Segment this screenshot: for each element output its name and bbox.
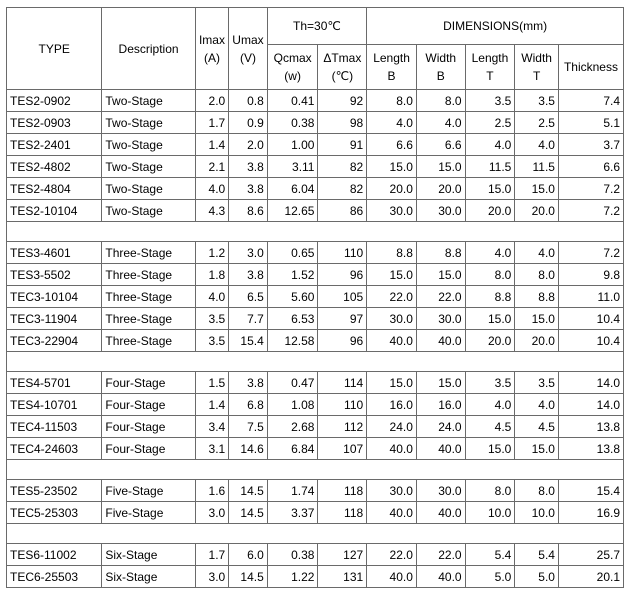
thickness-cell: 13.8: [558, 416, 623, 438]
dtmax-label: ΔTmax: [323, 51, 362, 65]
qcmax-cell: 0.38: [267, 544, 318, 566]
qcmax-cell: 0.65: [267, 242, 318, 264]
width-b-header: [416, 45, 465, 90]
table-row: [7, 178, 624, 200]
width-b-cell: 6.6: [416, 134, 465, 156]
width-b-cell: 16.0: [416, 394, 465, 416]
length-t-cell: 10.0: [465, 502, 515, 524]
length-b-cell: 8.8: [367, 242, 417, 264]
length-t-cell: 15.0: [465, 438, 515, 460]
width-t-cell: 3.5: [515, 90, 559, 112]
qcmax-cell: 5.60: [267, 286, 318, 308]
table-row: [7, 242, 624, 264]
length-t-sub: T: [486, 69, 494, 83]
length-t-cell: 4.5: [465, 416, 515, 438]
dtmax-cell: 107: [318, 438, 367, 460]
umax-cell: 3.8: [229, 372, 268, 394]
width-b-cell: 40.0: [416, 566, 465, 588]
width-t-cell: 4.0: [515, 134, 559, 156]
width-b-cell: 20.0: [416, 178, 465, 200]
length-t-cell: 5.4: [465, 544, 515, 566]
width-t-cell: 4.0: [515, 394, 559, 416]
length-b-cell: 4.0: [367, 112, 417, 134]
length-t-cell: 3.5: [465, 372, 515, 394]
width-t-cell: 5.4: [515, 544, 559, 566]
dtmax-cell: 96: [318, 264, 367, 286]
header-row-1: [7, 8, 624, 45]
width-b-cell: 40.0: [416, 330, 465, 352]
umax-header: [229, 8, 268, 90]
width-b-cell: 30.0: [416, 200, 465, 222]
type-cell: TEC5-25303: [7, 502, 102, 524]
umax-cell: 3.8: [229, 264, 268, 286]
length-t-cell: 15.0: [465, 308, 515, 330]
group-separator-row: [7, 352, 624, 372]
separator-cell: [7, 460, 624, 480]
imax-cell: 1.5: [195, 372, 228, 394]
dtmax-cell: 110: [318, 242, 367, 264]
thickness-cell: 13.8: [558, 438, 623, 460]
umax-cell: 7.7: [229, 308, 268, 330]
length-b-cell: 40.0: [367, 502, 417, 524]
table-row: [7, 134, 624, 156]
imax-cell: 1.7: [195, 544, 228, 566]
length-t-cell: 8.8: [465, 286, 515, 308]
imax-cell: 2.1: [195, 156, 228, 178]
qcmax-cell: 1.00: [267, 134, 318, 156]
umax-cell: 6.0: [229, 544, 268, 566]
width-t-sub: T: [532, 69, 541, 83]
length-b-cell: 40.0: [367, 330, 417, 352]
width-b-cell: 30.0: [416, 480, 465, 502]
umax-cell: 7.5: [229, 416, 268, 438]
umax-label: Umax: [232, 32, 264, 47]
width-t-cell: 15.0: [515, 438, 559, 460]
width-b-cell: 40.0: [416, 438, 465, 460]
dtmax-cell: 82: [318, 156, 367, 178]
length-b-cell: 15.0: [367, 156, 417, 178]
imax-cell: 4.0: [195, 286, 228, 308]
type-cell: TES4-5701: [7, 372, 102, 394]
table-row: [7, 200, 624, 222]
dtmax-cell: 105: [318, 286, 367, 308]
description-cell: Two-Stage: [102, 200, 195, 222]
imax-cell: 1.2: [195, 242, 228, 264]
width-t-cell: 2.5: [515, 112, 559, 134]
imax-cell: 4.3: [195, 200, 228, 222]
length-b-cell: 30.0: [367, 480, 417, 502]
width-t-cell: 8.8: [515, 286, 559, 308]
table-row: [7, 286, 624, 308]
table-row: [7, 502, 624, 524]
qcmax-cell: 1.52: [267, 264, 318, 286]
description-cell: Six-Stage: [102, 566, 195, 588]
dtmax-cell: 131: [318, 566, 367, 588]
length-t-label: Length: [471, 51, 509, 65]
width-t-cell: 8.0: [515, 480, 559, 502]
table-row: [7, 156, 624, 178]
dtmax-cell: 82: [318, 178, 367, 200]
description-cell: Three-Stage: [102, 286, 195, 308]
table-row: [7, 438, 624, 460]
table-row: [7, 566, 624, 588]
umax-cell: 14.5: [229, 566, 268, 588]
length-b-cell: 15.0: [367, 264, 417, 286]
width-b-cell: 30.0: [416, 308, 465, 330]
qcmax-cell: 1.08: [267, 394, 318, 416]
width-t-cell: 4.0: [515, 242, 559, 264]
table-row: [7, 480, 624, 502]
imax-cell: 3.5: [195, 330, 228, 352]
qcmax-cell: 0.41: [267, 90, 318, 112]
umax-cell: 14.6: [229, 438, 268, 460]
dimensions-group-header: DIMENSIONS(mm): [367, 8, 624, 45]
thickness-cell: 9.8: [558, 264, 623, 286]
width-t-cell: 8.0: [515, 264, 559, 286]
qcmax-cell: 6.04: [267, 178, 318, 200]
umax-cell: 14.5: [229, 480, 268, 502]
dtmax-cell: 91: [318, 134, 367, 156]
length-b-cell: 40.0: [367, 566, 417, 588]
type-cell: TES5-23502: [7, 480, 102, 502]
thickness-cell: 7.2: [558, 242, 623, 264]
type-cell: TEC3-10104: [7, 286, 102, 308]
description-cell: Three-Stage: [102, 308, 195, 330]
imax-cell: 3.4: [195, 416, 228, 438]
width-b-cell: 8.0: [416, 90, 465, 112]
qcmax-cell: 3.37: [267, 502, 318, 524]
table-row: [7, 308, 624, 330]
length-t-header: [465, 45, 515, 90]
table-row: [7, 90, 624, 112]
type-cell: TES2-2401: [7, 134, 102, 156]
imax-cell: 1.4: [195, 394, 228, 416]
imax-cell: 3.0: [195, 502, 228, 524]
length-t-cell: 4.0: [465, 242, 515, 264]
type-cell: TES2-4804: [7, 178, 102, 200]
umax-cell: 3.0: [229, 242, 268, 264]
dtmax-unit: (℃): [331, 69, 354, 83]
width-b-cell: 40.0: [416, 502, 465, 524]
length-t-cell: 8.0: [465, 480, 515, 502]
type-cell: TES6-11002: [7, 544, 102, 566]
qcmax-cell: 3.11: [267, 156, 318, 178]
umax-cell: 6.8: [229, 394, 268, 416]
type-cell: TES3-5502: [7, 264, 102, 286]
umax-cell: 6.5: [229, 286, 268, 308]
length-t-cell: 4.0: [465, 394, 515, 416]
width-b-cell: 15.0: [416, 156, 465, 178]
thickness-cell: 11.0: [558, 286, 623, 308]
qcmax-cell: 6.84: [267, 438, 318, 460]
length-b-sub: B: [387, 69, 396, 83]
description-cell: Two-Stage: [102, 90, 195, 112]
type-cell: TEC3-22904: [7, 330, 102, 352]
type-cell: TEC4-24603: [7, 438, 102, 460]
type-header: TYPE: [7, 8, 102, 90]
type-cell: TES2-10104: [7, 200, 102, 222]
description-cell: Four-Stage: [102, 372, 195, 394]
description-cell: Four-Stage: [102, 438, 195, 460]
imax-unit: (A): [203, 50, 220, 65]
width-t-cell: 3.5: [515, 372, 559, 394]
description-cell: Two-Stage: [102, 178, 195, 200]
length-t-cell: 20.0: [465, 330, 515, 352]
imax-cell: 1.7: [195, 112, 228, 134]
thickness-cell: 16.9: [558, 502, 623, 524]
width-b-sub: B: [436, 69, 445, 83]
imax-cell: 3.0: [195, 566, 228, 588]
table-row: [7, 112, 624, 134]
length-b-cell: 22.0: [367, 286, 417, 308]
thickness-cell: 6.6: [558, 156, 623, 178]
dtmax-cell: 92: [318, 90, 367, 112]
qcmax-unit: (w): [284, 69, 301, 83]
width-b-cell: 22.0: [416, 544, 465, 566]
table-row: [7, 394, 624, 416]
qcmax-cell: 12.65: [267, 200, 318, 222]
table-row: [7, 544, 624, 566]
qcmax-cell: 0.47: [267, 372, 318, 394]
imax-cell: 2.0: [195, 90, 228, 112]
qcmax-header: [267, 45, 318, 90]
table-row: [7, 330, 624, 352]
length-b-cell: 20.0: [367, 178, 417, 200]
type-cell: TES2-4802: [7, 156, 102, 178]
thickness-cell: 5.1: [558, 112, 623, 134]
dtmax-cell: 127: [318, 544, 367, 566]
dtmax-cell: 112: [318, 416, 367, 438]
umax-cell: 0.9: [229, 112, 268, 134]
width-b-label: Width: [425, 51, 457, 65]
imax-cell: 1.8: [195, 264, 228, 286]
umax-cell: 15.4: [229, 330, 268, 352]
description-cell: Four-Stage: [102, 394, 195, 416]
length-b-cell: 8.0: [367, 90, 417, 112]
umax-cell: 3.8: [229, 156, 268, 178]
description-cell: Two-Stage: [102, 112, 195, 134]
length-b-cell: 16.0: [367, 394, 417, 416]
length-t-cell: 15.0: [465, 178, 515, 200]
thickness-header: Thickness: [558, 45, 623, 90]
width-t-cell: 5.0: [515, 566, 559, 588]
length-b-cell: 30.0: [367, 200, 417, 222]
thickness-cell: 15.4: [558, 480, 623, 502]
qcmax-label: Qcmax: [273, 51, 312, 65]
imax-cell: 1.6: [195, 480, 228, 502]
type-cell: TES2-0903: [7, 112, 102, 134]
width-t-cell: 4.5: [515, 416, 559, 438]
width-b-cell: 8.8: [416, 242, 465, 264]
description-cell: Three-Stage: [102, 264, 195, 286]
umax-cell: 14.5: [229, 502, 268, 524]
separator-cell: [7, 222, 624, 242]
length-b-cell: 6.6: [367, 134, 417, 156]
length-t-cell: 3.5: [465, 90, 515, 112]
length-t-cell: 20.0: [465, 200, 515, 222]
dtmax-cell: 86: [318, 200, 367, 222]
width-t-cell: 20.0: [515, 200, 559, 222]
dtmax-cell: 110: [318, 394, 367, 416]
description-cell: Five-Stage: [102, 502, 195, 524]
description-cell: Six-Stage: [102, 544, 195, 566]
width-t-label: Width: [521, 51, 552, 65]
type-cell: TES4-10701: [7, 394, 102, 416]
imax-header: [195, 8, 228, 90]
specifications-table: [6, 7, 624, 588]
width-b-cell: 24.0: [416, 416, 465, 438]
thickness-cell: 7.2: [558, 178, 623, 200]
description-cell: Two-Stage: [102, 156, 195, 178]
width-t-cell: 15.0: [515, 178, 559, 200]
separator-cell: [7, 524, 624, 544]
width-b-cell: 4.0: [416, 112, 465, 134]
description-cell: Five-Stage: [102, 480, 195, 502]
thickness-cell: 10.4: [558, 330, 623, 352]
table-row: [7, 416, 624, 438]
imax-cell: 1.4: [195, 134, 228, 156]
qcmax-cell: 0.38: [267, 112, 318, 134]
description-header: Description: [102, 8, 195, 90]
group-separator-row: [7, 222, 624, 242]
length-t-cell: 8.0: [465, 264, 515, 286]
thickness-cell: 3.7: [558, 134, 623, 156]
thickness-cell: 7.2: [558, 200, 623, 222]
thickness-cell: 7.4: [558, 90, 623, 112]
qcmax-cell: 1.22: [267, 566, 318, 588]
table-row: [7, 264, 624, 286]
th-group-header: Th=30℃: [267, 8, 366, 45]
width-b-cell: 15.0: [416, 372, 465, 394]
width-t-cell: 15.0: [515, 308, 559, 330]
imax-cell: 3.5: [195, 308, 228, 330]
description-cell: Four-Stage: [102, 416, 195, 438]
umax-cell: 0.8: [229, 90, 268, 112]
table-row: [7, 372, 624, 394]
length-t-cell: 5.0: [465, 566, 515, 588]
dtmax-header: [318, 45, 367, 90]
type-cell: TEC6-25503: [7, 566, 102, 588]
length-t-cell: 2.5: [465, 112, 515, 134]
thickness-cell: 10.4: [558, 308, 623, 330]
width-t-cell: 11.5: [515, 156, 559, 178]
length-t-cell: 11.5: [465, 156, 515, 178]
umax-cell: 2.0: [229, 134, 268, 156]
length-b-cell: 40.0: [367, 438, 417, 460]
width-t-header: [515, 45, 559, 90]
description-cell: Three-Stage: [102, 330, 195, 352]
length-b-cell: 22.0: [367, 544, 417, 566]
type-cell: TEC3-11904: [7, 308, 102, 330]
imax-cell: 4.0: [195, 178, 228, 200]
imax-cell: 3.1: [195, 438, 228, 460]
length-b-label: Length: [373, 51, 410, 65]
dtmax-cell: 114: [318, 372, 367, 394]
dtmax-cell: 96: [318, 330, 367, 352]
umax-unit: (V): [239, 50, 256, 65]
length-b-cell: 30.0: [367, 308, 417, 330]
length-t-cell: 4.0: [465, 134, 515, 156]
width-t-cell: 20.0: [515, 330, 559, 352]
group-separator-row: [7, 524, 624, 544]
width-b-cell: 15.0: [416, 264, 465, 286]
dtmax-cell: 97: [318, 308, 367, 330]
separator-cell: [7, 352, 624, 372]
umax-cell: 3.8: [229, 178, 268, 200]
type-cell: TES2-0902: [7, 90, 102, 112]
dtmax-cell: 118: [318, 502, 367, 524]
description-cell: Three-Stage: [102, 242, 195, 264]
length-b-cell: 15.0: [367, 372, 417, 394]
length-b-header: [367, 45, 417, 90]
type-cell: TES3-4601: [7, 242, 102, 264]
thickness-cell: 14.0: [558, 372, 623, 394]
imax-label: Imax: [198, 32, 225, 47]
qcmax-cell: 1.74: [267, 480, 318, 502]
length-b-cell: 24.0: [367, 416, 417, 438]
qcmax-cell: 2.68: [267, 416, 318, 438]
umax-cell: 8.6: [229, 200, 268, 222]
width-t-cell: 10.0: [515, 502, 559, 524]
qcmax-cell: 6.53: [267, 308, 318, 330]
thickness-cell: 25.7: [558, 544, 623, 566]
thickness-cell: 14.0: [558, 394, 623, 416]
description-cell: Two-Stage: [102, 134, 195, 156]
type-cell: TEC4-11503: [7, 416, 102, 438]
thickness-cell: 20.1: [558, 566, 623, 588]
width-b-cell: 22.0: [416, 286, 465, 308]
dtmax-cell: 118: [318, 480, 367, 502]
dtmax-cell: 98: [318, 112, 367, 134]
group-separator-row: [7, 460, 624, 480]
qcmax-cell: 12.58: [267, 330, 318, 352]
